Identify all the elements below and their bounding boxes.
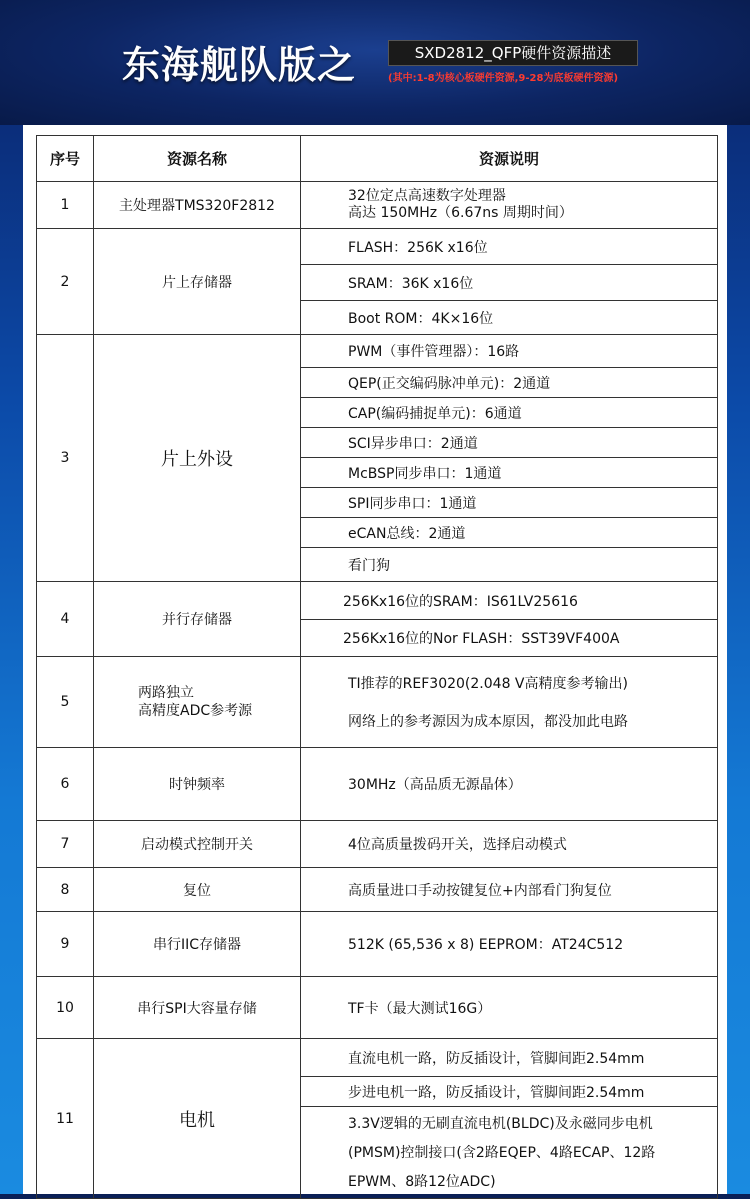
table-row: [37, 582, 718, 657]
table-header-row: [37, 136, 718, 182]
row-desc: [301, 182, 718, 229]
desc-line: 高达 150MHz（6.67ns 周期时间）: [348, 205, 573, 221]
row-desc: [301, 1039, 718, 1199]
desc-item: PWM（事件管理器）：16路: [348, 344, 520, 360]
banner-title: 东海舰队版之: [122, 43, 357, 87]
banner-note: (其中:1-8为核心板硬件资源,9-28为底板硬件资源): [388, 73, 619, 84]
table-row: [37, 1039, 718, 1199]
name-line: 高精度ADC参考源: [138, 703, 253, 719]
desc-line: (PMSM)控制接口(含2路EQEP、4路ECAP、12路: [348, 1145, 656, 1161]
desc-line: 3.3V逻辑的无刷直流电机(BLDC)及永磁同步电机: [348, 1116, 653, 1132]
desc-item: 步进电机一路，防反插设计，管脚间距2.54mm: [301, 1076, 717, 1106]
banner-subtitle-box: SXD2812_QFP硬件资源描述: [388, 40, 638, 66]
row-desc: [301, 657, 718, 748]
table-row: [37, 868, 718, 912]
desc-item: 直流电机一路，防反插设计，管脚间距2.54mm: [348, 1050, 645, 1067]
row-number: 10: [37, 977, 94, 1039]
header-desc: 资源说明: [301, 136, 718, 182]
desc-line: 32位定点高速数字处理器: [348, 188, 506, 204]
desc-item: eCAN总线：2通道: [301, 517, 717, 547]
row-name: [94, 657, 301, 748]
desc-item: 看门狗: [301, 547, 717, 581]
desc-item: FLASH：256K x16位: [348, 239, 488, 256]
row-desc: 4位高质量拨码开关，选择启动模式: [301, 821, 718, 868]
row-name: 并行存储器: [94, 582, 301, 657]
desc-item: SRAM：36K x16位: [301, 264, 717, 300]
row-number: 3: [37, 335, 94, 582]
table-row: [37, 657, 718, 748]
desc-item: SCI异步串口：2通道: [301, 427, 717, 457]
row-number: 11: [37, 1039, 94, 1199]
desc-item: Boot ROM：4K×16位: [301, 300, 717, 334]
desc-line: TI推荐的REF3020(2.048 V高精度参考输出): [348, 676, 628, 692]
row-number: 7: [37, 821, 94, 868]
row-name: 片上存储器: [94, 229, 301, 335]
row-number: 4: [37, 582, 94, 657]
desc-item: McBSP同步串口：1通道: [301, 457, 717, 487]
row-desc: 512K (65,536 x 8) EEPROM：AT24C512: [301, 912, 718, 977]
row-name: 片上外设: [94, 335, 301, 582]
row-number: 1: [37, 182, 94, 229]
row-desc: TF卡（最大测试16G）: [301, 977, 718, 1039]
header-name: 资源名称: [94, 136, 301, 182]
row-number: 9: [37, 912, 94, 977]
table-row: [37, 748, 718, 821]
table-row: [37, 229, 718, 335]
desc-line: EPWM、8路12位ADC): [348, 1174, 496, 1190]
desc-item: CAP(编码捕捉单元)：6通道: [301, 397, 717, 427]
header-num: 序号: [37, 136, 94, 182]
row-name: 串行IIC存储器: [94, 912, 301, 977]
row-name: 时钟频率: [94, 748, 301, 821]
row-name: 电机: [94, 1039, 301, 1199]
content-panel: [23, 125, 727, 1194]
row-desc: [301, 582, 718, 657]
row-desc: 高质量进口手动按键复位+内部看门狗复位: [301, 868, 718, 912]
row-desc: [301, 229, 718, 335]
table-row: [37, 977, 718, 1039]
row-number: 6: [37, 748, 94, 821]
desc-item: [301, 1106, 717, 1198]
row-number: 2: [37, 229, 94, 335]
table-row: [37, 821, 718, 868]
row-name: 主处理器TMS320F2812: [94, 182, 301, 229]
desc-item: 256Kx16位的SRAM：IS61LV25616: [343, 593, 578, 610]
desc-item: SPI同步串口：1通道: [301, 487, 717, 517]
row-name: 启动模式控制开关: [94, 821, 301, 868]
row-desc: [301, 335, 718, 582]
table-row: [37, 335, 718, 582]
name-line: 两路独立: [138, 685, 194, 701]
row-number: 8: [37, 868, 94, 912]
desc-item: QEP(正交编码脉冲单元)：2通道: [301, 367, 717, 397]
desc-item: 256Kx16位的Nor FLASH：SST39VF400A: [301, 619, 717, 656]
banner: [0, 0, 750, 125]
row-desc: 30MHz（高品质无源晶体）: [301, 748, 718, 821]
table-row: [37, 182, 718, 229]
row-number: 5: [37, 657, 94, 748]
row-name: 串行SPI大容量存储: [94, 977, 301, 1039]
resource-table: [36, 135, 718, 1199]
row-name: 复位: [94, 868, 301, 912]
desc-line: 网络上的参考源因为成本原因，都没加此电路: [348, 714, 628, 730]
table-row: [37, 912, 718, 977]
